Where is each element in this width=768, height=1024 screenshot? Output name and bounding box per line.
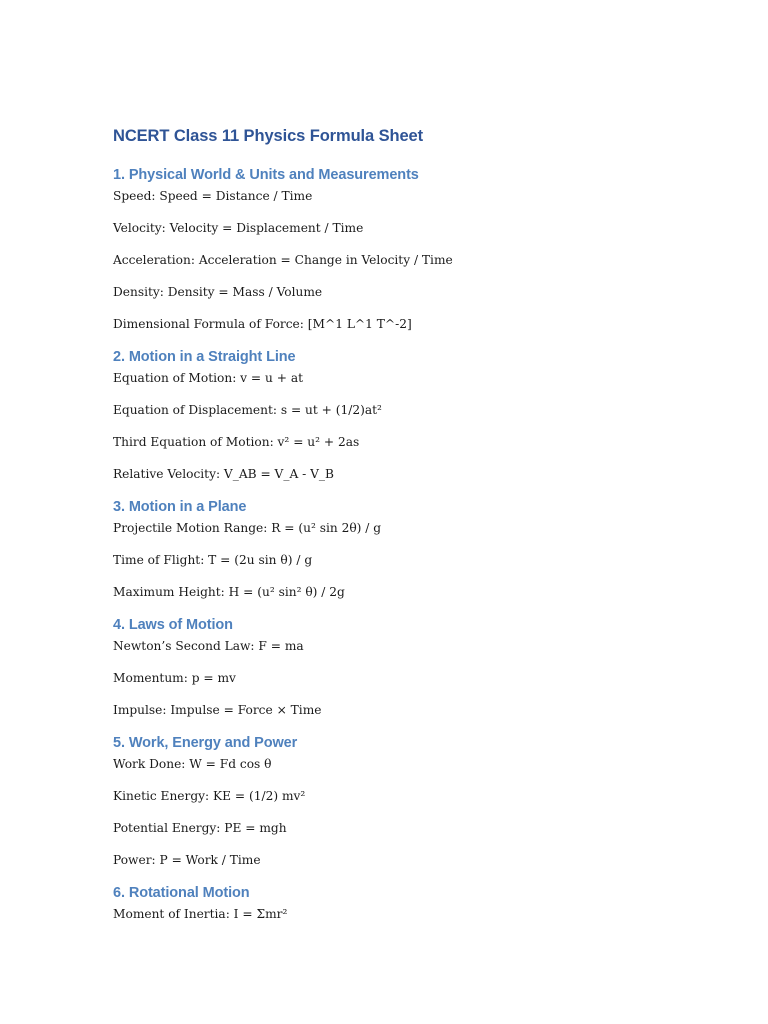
formula-power: Power: P = Work / Time [113,853,261,867]
page-title: NCERT Class 11 Physics Formula Sheet [113,127,424,145]
section-laws-of-motion [113,614,713,720]
section-heading: 6. Rotational Motion [113,885,250,901]
formula-potential-energy: Potential Energy: PE = mgh [113,821,287,835]
section-heading: 4. Laws of Motion [113,617,233,633]
section-heading: 2. Motion in a Straight Line [113,349,296,365]
formula-momentum: Momentum: p = mv [113,671,236,685]
formula-time-of-flight: Time of Flight: T = (2u sin θ) / g [113,553,313,567]
section-straight-line-motion [113,346,713,484]
section-plane-motion [113,496,713,602]
formula-kinetic-energy: Kinetic Energy: KE = (1/2) mv² [113,789,306,803]
section-heading: 5. Work, Energy and Power [113,735,298,751]
section-heading: 1. Physical World & Units and Measurements [113,167,419,183]
formula-speed: Speed: Speed = Distance / Time [113,189,313,203]
formula-velocity: Velocity: Velocity = Displacement / Time [113,221,364,235]
formula-relative-velocity: Relative Velocity: V_AB = V_A - V_B [113,467,334,481]
formula-density: Density: Density = Mass / Volume [113,285,323,299]
formula-projectile-range: Projectile Motion Range: R = (u² sin 2θ) / g [113,521,382,535]
formula-impulse: Impulse: Impulse = Force × Time [113,703,322,717]
section-work-energy-power [113,732,713,870]
formula-maximum-height: Maximum Height: H = (u² sin² θ) / 2g [113,585,345,599]
formula-first-equation: Equation of Motion: v = u + at [113,371,303,385]
formula-work-done: Work Done: W = Fd cos θ [113,757,272,771]
formula-acceleration: Acceleration: Acceleration = Change in Velocity / Time [113,253,453,267]
formula-dimensional-force: Dimensional Formula of Force: [M^1 L^1 T^-2] [113,317,412,331]
formula-displacement: Equation of Displacement: s = ut + (1/2)at² [113,403,382,417]
section-units-measurements [113,164,713,334]
section-rotational-motion [113,882,713,924]
document-page [113,124,713,924]
formula-third-equation: Third Equation of Motion: v² = u² + 2as [113,435,360,449]
section-heading: 3. Motion in a Plane [113,499,247,515]
formula-second-law: Newton’s Second Law: F = ma [113,639,304,653]
formula-moment-of-inertia: Moment of Inertia: I = Σmr² [113,907,288,921]
